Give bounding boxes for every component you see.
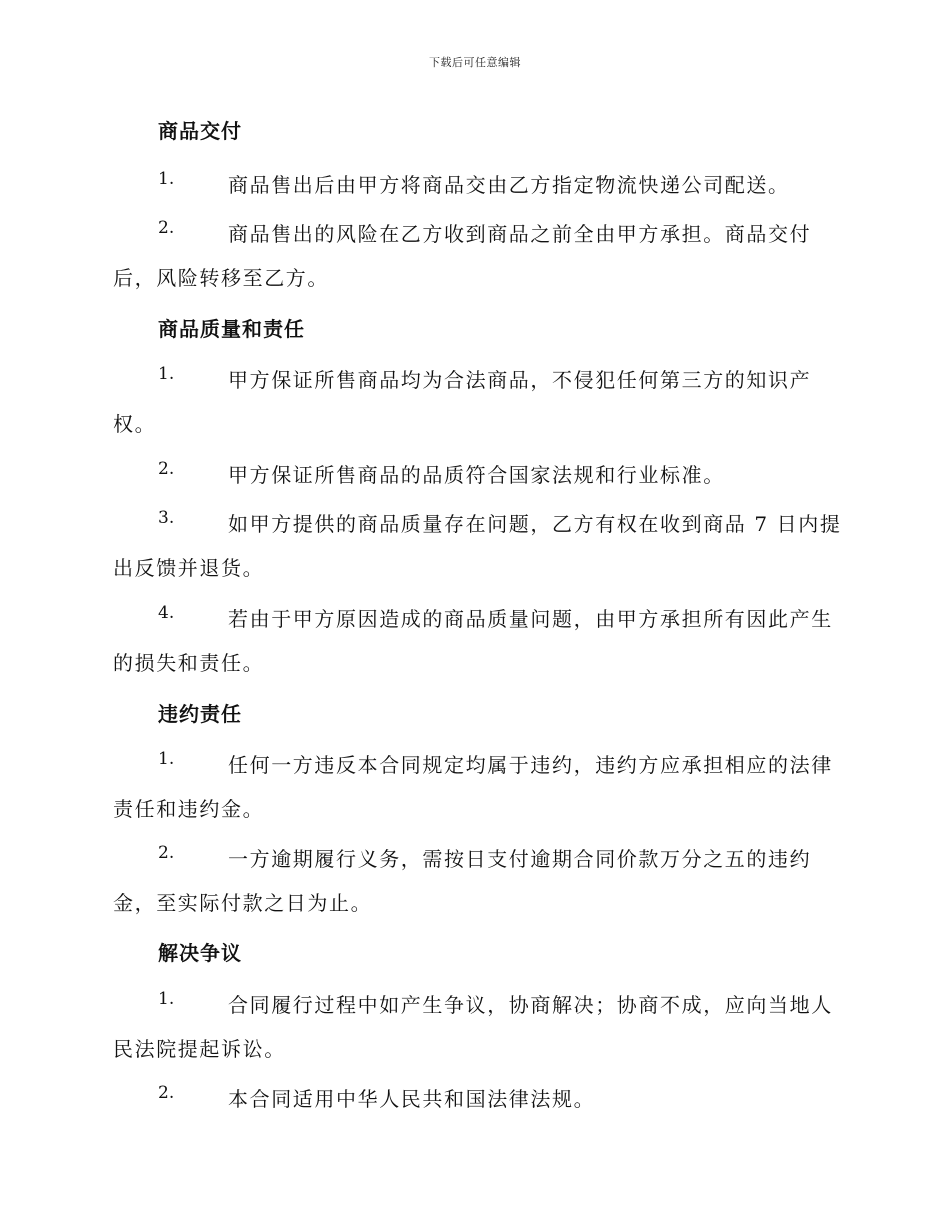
section-heading-delivery: 商品交付 (158, 119, 242, 143)
section-heading-disputes: 解决争议 (158, 941, 242, 965)
item-text-continued: 金，至实际付款之日为止。 (113, 891, 373, 915)
item-text: 任何一方违反本合同规定均属于违约，违约方应承担相应的法律 (228, 753, 833, 777)
item-text: 商品售出后由甲方将商品交由乙方指定物流快递公司配送。 (228, 173, 790, 197)
item-number: 1. (158, 749, 175, 769)
item-number: 3. (158, 508, 175, 528)
item-number: 2. (158, 1083, 175, 1103)
item-text: 本合同适用中华人民共和国法律法规。 (228, 1087, 596, 1111)
item-text: 甲方保证所售商品的品质符合国家法规和行业标准。 (228, 463, 725, 487)
item-text-continued: 后，风险转移至乙方。 (113, 266, 329, 290)
item-text: 甲方保证所售商品均为合法商品，不侵犯任何第三方的知识产 (228, 368, 812, 392)
item-number: 2. (158, 218, 175, 238)
section-heading-quality: 商品质量和责任 (158, 317, 305, 341)
item-number: 4. (158, 603, 175, 623)
item-text-continued: 出反馈并退货。 (113, 556, 265, 580)
section-heading-breach: 违约责任 (158, 702, 242, 726)
item-text-continued: 民法院提起诉讼。 (113, 1037, 286, 1061)
item-number: 1. (158, 989, 175, 1009)
item-number: 1. (158, 364, 175, 384)
item-text-continued: 的损失和责任。 (113, 651, 265, 675)
item-text: 如甲方提供的商品质量存在问题，乙方有权在收到商品 7 日内提 (228, 512, 842, 536)
item-text: 合同履行过程中如产生争议，协商解决；协商不成，应向当地人 (228, 993, 833, 1017)
item-text: 若由于甲方原因造成的商品质量问题，由甲方承担所有因此产生 (228, 607, 833, 631)
item-text: 商品售出的风险在乙方收到商品之前全由甲方承担。商品交付 (228, 222, 812, 246)
page-header: 下载后可任意编辑 (429, 56, 521, 69)
item-number: 1. (158, 169, 175, 189)
item-number: 2. (158, 459, 175, 479)
item-number: 2. (158, 843, 175, 863)
item-text-continued: 权。 (113, 412, 157, 436)
item-text-continued: 责任和违约金。 (113, 797, 265, 821)
item-text: 一方逾期履行义务，需按日支付逾期合同价款万分之五的违约 (228, 847, 812, 871)
